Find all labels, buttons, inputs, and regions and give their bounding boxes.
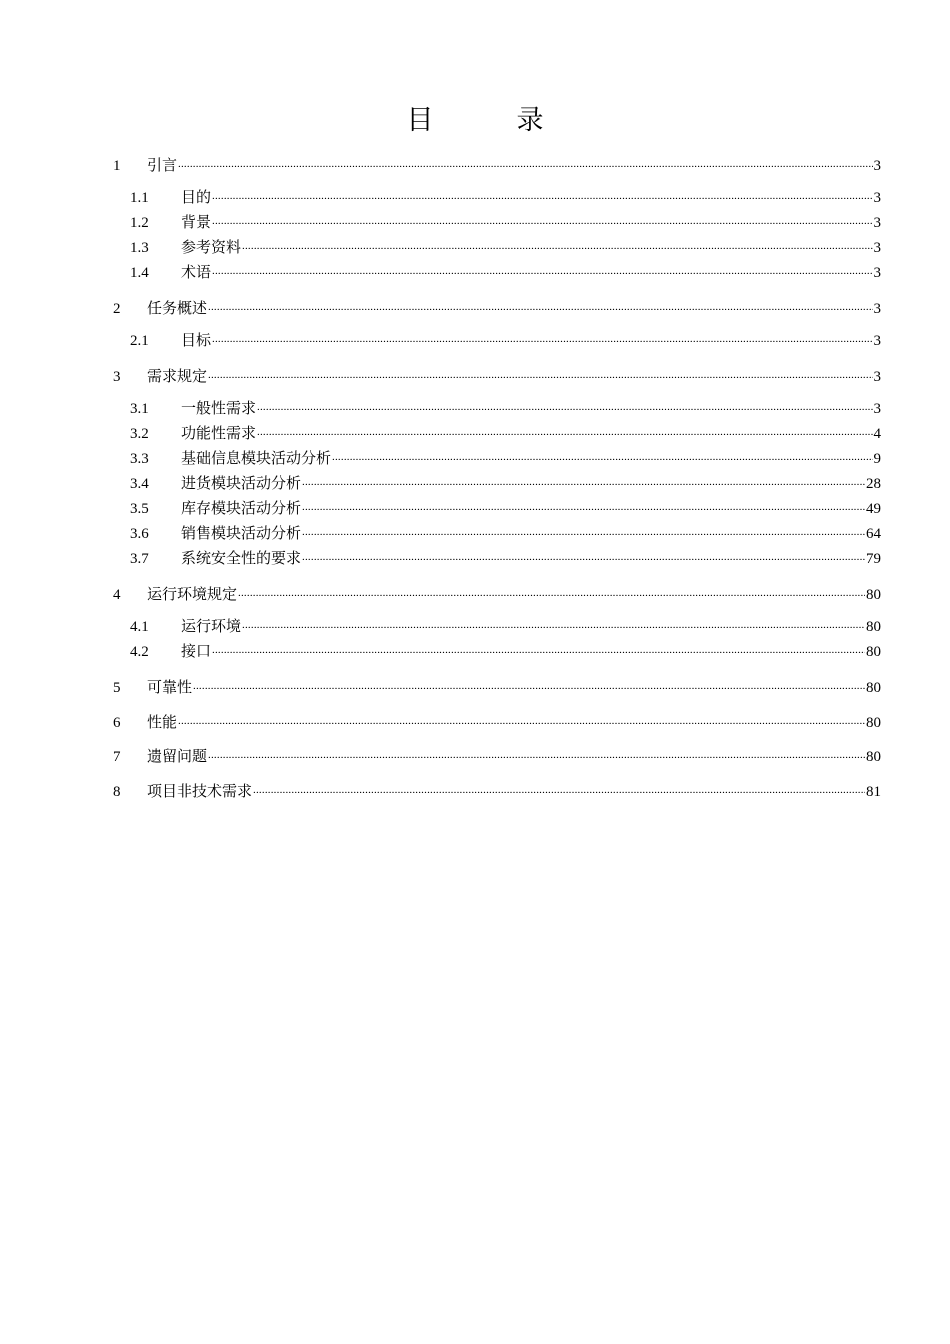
toc-dot-leader — [193, 677, 865, 692]
toc-entry-number: 4.1 — [130, 618, 149, 635]
toc-dot-leader — [212, 641, 865, 656]
toc-entry-section[interactable] — [113, 329, 881, 354]
toc-dot-leader — [257, 398, 872, 413]
toc-entry-number: 3.7 — [130, 550, 149, 567]
toc-entry-page-number: 3 — [873, 369, 881, 385]
toc-entry-page-number: 80 — [866, 643, 881, 660]
toc-dot-leader — [332, 448, 872, 463]
toc-entry-title: 项目非技术需求 — [147, 783, 253, 800]
toc-entry-number: 3.3 — [130, 450, 149, 467]
toc-dot-leader — [178, 712, 865, 727]
toc-entry-number: 5 — [113, 680, 121, 696]
toc-entry-chapter[interactable] — [113, 363, 881, 398]
toc-entry-section[interactable] — [113, 640, 881, 665]
toc-entry-number: 1.1 — [130, 189, 149, 206]
toc-entry-chapter[interactable] — [113, 709, 881, 744]
toc-entry-title: 需求规定 — [147, 369, 208, 385]
toc-entry-page-number: 3 — [873, 214, 881, 231]
toc-entry-title: 遗留问题 — [147, 749, 208, 765]
toc-entry-title: 背景 — [181, 214, 212, 231]
toc-entry-section[interactable] — [113, 472, 881, 497]
toc-entry-title: 接口 — [181, 643, 212, 660]
toc-entry-page-number: 3 — [873, 158, 881, 174]
toc-entry-title: 参考资料 — [181, 239, 242, 256]
toc-entry-page-number: 80 — [866, 618, 881, 635]
toc-entry-chapter[interactable] — [113, 295, 881, 330]
toc-entry-page-number: 3 — [873, 332, 881, 349]
toc-dot-leader — [238, 584, 865, 599]
toc-dot-leader — [302, 548, 865, 563]
toc-entry-title: 可靠性 — [147, 680, 193, 696]
toc-entry-number: 7 — [113, 749, 121, 765]
toc-dot-leader — [302, 498, 865, 513]
toc-entry-number: 2.1 — [130, 332, 149, 349]
toc-entry-title: 基础信息模块活动分析 — [181, 450, 332, 467]
toc-entry-section[interactable] — [113, 547, 881, 572]
toc-entry-chapter[interactable] — [113, 581, 881, 616]
toc-entry-chapter[interactable] — [113, 674, 881, 709]
toc-entry-page-number: 80 — [866, 587, 881, 603]
toc-entry-section[interactable] — [113, 261, 881, 286]
toc-entry-number: 2 — [113, 301, 121, 317]
toc-entry-page-number: 79 — [866, 550, 881, 567]
toc-dot-leader — [208, 298, 872, 313]
toc-entry-page-number: 3 — [873, 189, 881, 206]
toc-entry-number: 6 — [113, 714, 121, 731]
toc-dot-leader — [212, 212, 872, 227]
toc-dot-leader — [302, 473, 865, 488]
toc-entry-number: 1 — [113, 158, 121, 174]
toc-entry-title: 运行环境规定 — [147, 587, 238, 603]
toc-entry-page-number: 49 — [866, 500, 881, 517]
toc-dot-leader — [212, 262, 872, 277]
toc-entry-number: 3.6 — [130, 525, 149, 542]
toc-entry-number: 1.3 — [130, 239, 149, 256]
toc-entry-page-number: 81 — [866, 783, 881, 800]
toc-dot-leader — [208, 746, 865, 761]
toc-dot-leader — [178, 155, 872, 170]
toc-entry-section[interactable] — [113, 397, 881, 422]
toc-entry-title: 性能 — [147, 714, 178, 731]
toc-entry-section[interactable] — [113, 236, 881, 261]
toc-entry-chapter[interactable] — [113, 743, 881, 778]
toc-dot-leader — [257, 423, 872, 438]
toc-dot-leader — [242, 237, 872, 252]
toc-entry-title: 销售模块活动分析 — [181, 525, 302, 542]
toc-entry-number: 3.2 — [130, 425, 149, 442]
toc-entry-section[interactable] — [113, 497, 881, 522]
toc-entry-title: 功能性需求 — [181, 425, 257, 442]
toc-entry-page-number: 3 — [873, 400, 881, 417]
toc-entry-title: 一般性需求 — [181, 400, 257, 417]
toc-entry-page-number: 3 — [873, 239, 881, 256]
toc-entry-page-number: 80 — [866, 714, 881, 731]
toc-entry-number: 3 — [113, 369, 121, 385]
toc-dot-leader — [208, 366, 872, 381]
toc-dot-leader — [212, 187, 872, 202]
toc-entry-section[interactable] — [113, 522, 881, 547]
toc-entry-title: 进货模块活动分析 — [181, 475, 302, 492]
toc-title: 目 录 — [406, 105, 572, 135]
toc-entry-page-number: 3 — [873, 264, 881, 281]
toc-entry-number: 4.2 — [130, 643, 149, 660]
toc-entry-section[interactable] — [113, 447, 881, 472]
toc-entry-number: 3.1 — [130, 400, 149, 417]
toc-entry-title: 任务概述 — [147, 301, 208, 317]
toc-dot-leader — [212, 330, 872, 345]
toc-entry-chapter[interactable] — [113, 778, 881, 813]
toc-entry-title: 术语 — [181, 264, 212, 281]
toc-entry-title: 库存模块活动分析 — [181, 500, 302, 517]
toc-entry-number: 1.4 — [130, 264, 149, 281]
toc-entry-title: 系统安全性的要求 — [181, 550, 302, 567]
toc-entry-page-number: 80 — [866, 749, 881, 765]
toc-entry-number: 4 — [113, 587, 121, 603]
toc-entry-title: 目的 — [181, 189, 212, 206]
toc-entry-section[interactable] — [113, 186, 881, 211]
toc-dot-leader — [242, 616, 865, 631]
toc-entry-title: 运行环境 — [181, 618, 242, 635]
toc-entry-number: 1.2 — [130, 214, 149, 231]
toc-entry-section[interactable] — [113, 422, 881, 447]
toc-entry-page-number: 9 — [873, 450, 881, 467]
table-of-contents — [113, 152, 881, 812]
toc-entry-page-number: 3 — [873, 301, 881, 317]
toc-entry-title: 目标 — [181, 332, 212, 349]
toc-entry-chapter[interactable] — [113, 152, 881, 187]
toc-entry-number: 8 — [113, 783, 121, 800]
toc-entry-page-number: 28 — [866, 475, 881, 492]
toc-entry-page-number: 80 — [866, 680, 881, 696]
toc-entry-title: 引言 — [147, 158, 178, 174]
toc-dot-leader — [253, 781, 865, 796]
toc-entry-number: 3.4 — [130, 475, 149, 492]
toc-entry-page-number: 64 — [866, 525, 881, 542]
toc-entry-section[interactable] — [113, 615, 881, 640]
toc-entry-section[interactable] — [113, 211, 881, 236]
toc-entry-number: 3.5 — [130, 500, 149, 517]
toc-dot-leader — [302, 523, 865, 538]
toc-entry-page-number: 4 — [873, 425, 881, 442]
